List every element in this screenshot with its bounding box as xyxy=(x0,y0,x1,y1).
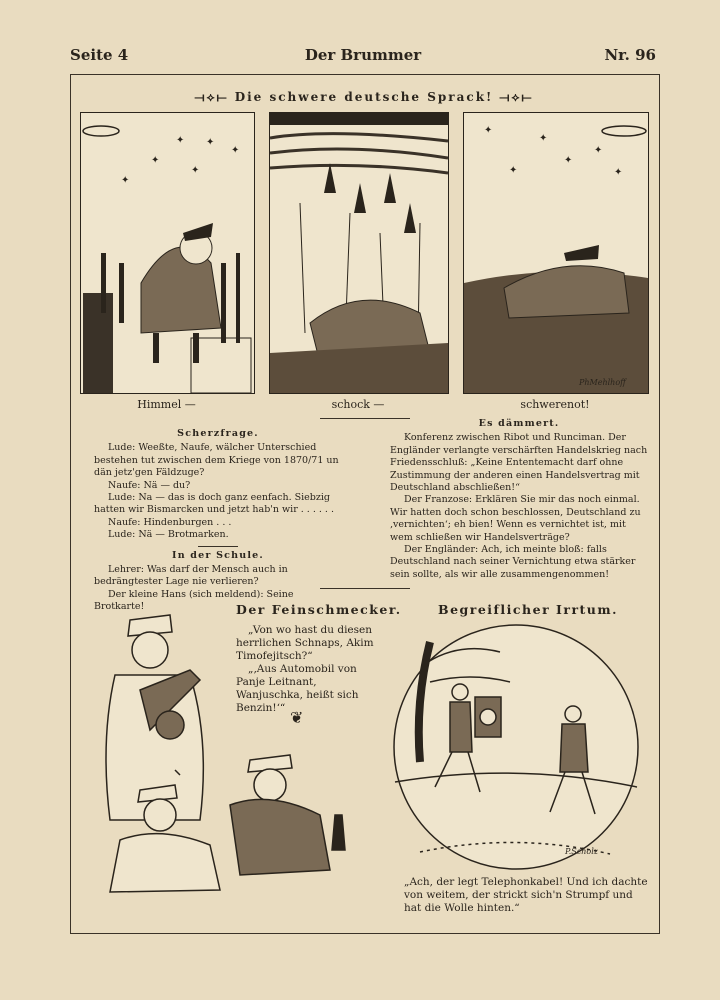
dialog-line: „Von wo hast du diesen herrlichen Schnaps, Akim Timofejitsch?“ xyxy=(236,624,374,662)
cartoon-title: Die schwere deutsche Sprack! xyxy=(234,90,494,104)
svg-text:✦: ✦ xyxy=(206,137,215,148)
text-line: Der kleine Hans (sich meldend): Seine Brotkarte! xyxy=(94,588,294,613)
heading-scherzfrage: Scherzfrage. xyxy=(177,428,259,439)
ornament-right-icon: ⟞⟡⟝ xyxy=(499,90,534,104)
newspaper-title: Der Brummer xyxy=(304,46,422,64)
panel-schock-illustration xyxy=(270,113,448,393)
svg-text:✦: ✦ xyxy=(564,155,573,166)
text-line: Lude: Na — das is doch ganz eenfach. Siebzig hatten wir Bismarcken und jetzt hab'n wir . . . . . . xyxy=(94,492,334,516)
panel-schwerenot xyxy=(463,112,649,394)
divider xyxy=(198,546,238,547)
panel-schwerenot-signature: PhMehlhoff xyxy=(579,378,626,387)
dialog-line: „‚Aus Automobil von Panje Leitnant, Wanjuschka, heißt sich Benzin!‘“ xyxy=(236,663,359,714)
svg-text:✦: ✦ xyxy=(191,165,200,176)
page-number: Seite 4 xyxy=(70,46,129,64)
svg-text:✦: ✦ xyxy=(614,167,623,178)
irrtum-illustration xyxy=(390,622,642,872)
page-header xyxy=(70,46,656,70)
ornament-icon: ❦ xyxy=(290,708,304,727)
panel-himmel xyxy=(80,112,255,394)
column-right xyxy=(390,418,648,581)
svg-text:✦: ✦ xyxy=(121,175,130,186)
panel-himmel-illustration xyxy=(81,113,254,393)
text-line: Lude: Nä — Brotmarken. xyxy=(108,529,229,541)
irrtum-title: Begreiflicher Irrtum. xyxy=(438,602,618,617)
text-line: Lehrer: Was darf der Mensch auch in bedrängtester Lage nie verlieren? xyxy=(94,564,288,588)
svg-text:✦: ✦ xyxy=(594,145,603,156)
text-line: Der Engländer: Ach, ich meinte bloß: falls Deutschland nach seiner Vernichtung etwa stärker sein sollte, als wir alle zusammengenommen! xyxy=(390,544,636,580)
svg-text:✦: ✦ xyxy=(231,145,240,156)
svg-text:✦: ✦ xyxy=(484,125,493,136)
feinschmecker-title: Der Feinschmecker. xyxy=(236,602,402,617)
feinschmecker-illustration xyxy=(80,600,360,900)
panel-schock xyxy=(269,112,449,394)
text-line: Konferenz zwischen Ribot und Runciman. Der Engländer verlangte verschärften Handelskrieg nach Friedensschluß: „Keine Ententemacht darf ohne Zustimmung der anderen einen Handelsvertrag mit Deutschland abschließen!“ xyxy=(390,432,648,494)
cartoon-title-row xyxy=(70,90,658,105)
panel-schock-caption: schock — xyxy=(331,398,385,411)
divider xyxy=(320,588,410,589)
panel-schwerenot-caption: schwerenot! xyxy=(520,398,590,411)
text-line: Der Franzose: Erklären Sie mir das noch einmal. Wir hatten doch schon beschlossen, Deutschland zu ‚vernichten‘; eh bien! Wenn es vernichtet ist, mit wem schließen wir Handelsverträge? xyxy=(390,494,641,543)
ornament-left-icon: ⟞⟡⟝ xyxy=(194,90,235,104)
heading-es-daemmert: Es dämmert. xyxy=(478,418,560,429)
text-line: Naufe: Hindenburgen . . . xyxy=(108,516,232,528)
panel-schwerenot-illustration xyxy=(464,113,648,393)
heading-in-der-schule: In der Schule. xyxy=(172,549,264,561)
irrtum-signature: P.Scholz xyxy=(565,847,599,856)
text-line: Lude: Weeßte, Naufe, wälcher Unterschied bestehen tut zwischen dem Kriege von 1870/71 un dän jetz'gen Fäldzuge? xyxy=(94,442,339,479)
svg-text:✦: ✦ xyxy=(539,133,548,144)
svg-text:✦: ✦ xyxy=(151,155,160,166)
svg-text:✦: ✦ xyxy=(176,135,185,146)
issue-number: Nr. 96 xyxy=(604,46,656,64)
panel-himmel-caption: Himmel — xyxy=(137,398,196,411)
irrtum-caption: „Ach, der legt Telephonkabel! Und ich dachte von weitem, der strickt sich'n Strumpf und hat die Wolle hinten.“ xyxy=(404,876,648,914)
svg-text:✦: ✦ xyxy=(509,165,518,176)
column-left xyxy=(94,428,342,614)
text-line: Naufe: Nä — du? xyxy=(108,479,191,491)
